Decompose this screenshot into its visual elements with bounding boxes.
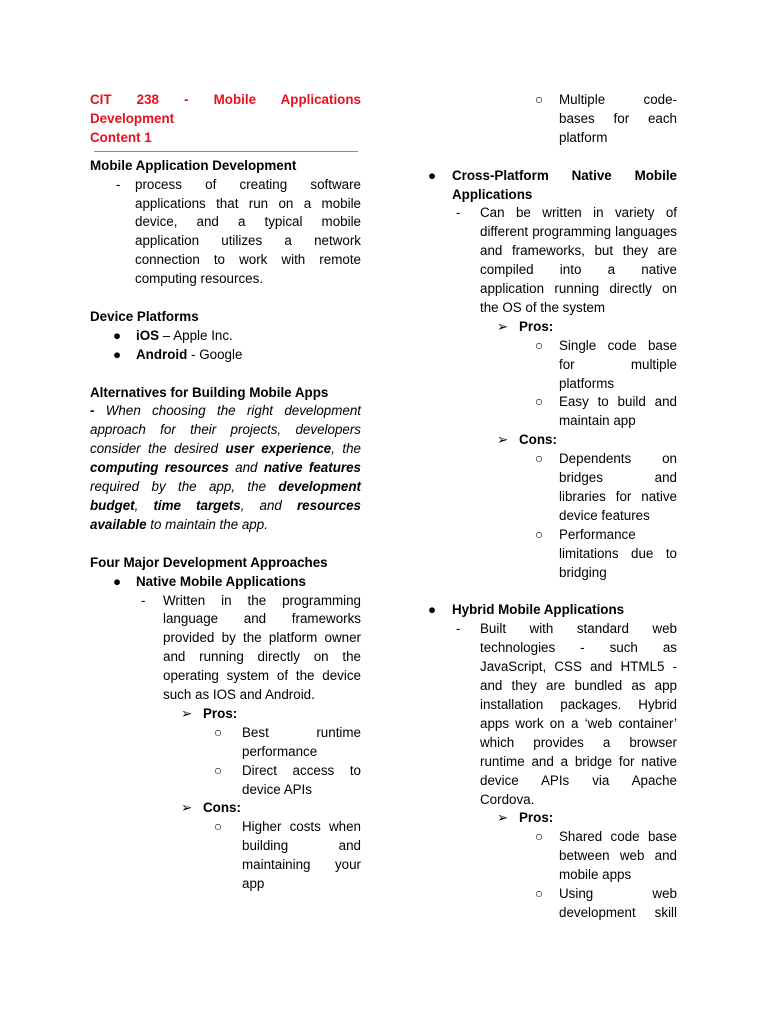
document-title-line-2: Development	[90, 110, 175, 126]
alt-emphasis: resources available	[90, 498, 361, 532]
circle-marker: ○	[535, 526, 544, 542]
pros-label: Pros:	[519, 810, 554, 826]
native-apps-item	[90, 573, 361, 592]
platform-vendor: - Google	[187, 346, 243, 362]
alt-emphasis: time targets	[153, 498, 241, 513]
cross-con-item	[406, 450, 677, 526]
platform-item-ios	[90, 327, 361, 346]
right-column	[406, 91, 677, 923]
cross-platform-desc	[406, 204, 677, 317]
mad-definition-text: process of creating software applications that run on a mobile device, and a typical mobile application utilizes a network connection to work with remote computing resources.	[135, 176, 361, 287]
circle-marker: ○	[535, 451, 544, 467]
four-approaches-heading: Four Major Development Approaches	[90, 554, 328, 570]
platform-name: iOS	[136, 327, 160, 343]
circle-marker: ○	[214, 762, 223, 778]
con-text: Dependents on bridges and libraries for native device features	[559, 451, 677, 523]
dash-marker: -	[141, 592, 146, 608]
cross-platform-title: Cross-Platform Native Mobile Applications	[452, 167, 677, 202]
circle-marker: ○	[535, 886, 544, 902]
cross-pro-item	[406, 393, 677, 431]
alt-text: , the	[331, 441, 362, 457]
alt-emphasis: native features	[263, 460, 361, 476]
hybrid-pro-item	[406, 885, 677, 923]
alt-emphasis: development budget	[90, 479, 361, 513]
pros-label: Pros:	[519, 318, 554, 334]
native-pro-item	[90, 724, 361, 762]
cross-cons	[406, 431, 677, 450]
hybrid-pro-item	[406, 828, 677, 885]
cross-platform-item	[406, 167, 677, 205]
title-divider	[94, 151, 358, 152]
platform-name: Android	[136, 346, 188, 362]
native-pro-item	[90, 762, 361, 800]
cross-pros	[406, 318, 677, 337]
mad-definition	[90, 176, 361, 289]
pro-text: Using web development skill	[559, 886, 677, 920]
hybrid-desc	[406, 620, 677, 809]
mad-heading: Mobile Application Development	[90, 157, 297, 173]
alt-dash: -	[90, 403, 95, 419]
bullet-marker: ●	[113, 346, 122, 362]
alt-text: to maintain the app.	[146, 516, 268, 532]
hybrid-title: Hybrid Mobile Applications	[452, 602, 625, 618]
native-apps-desc	[90, 592, 361, 705]
document-title-line-1: CIT 238 - Mobile Applications	[90, 92, 361, 107]
native-pros	[90, 705, 361, 724]
hybrid-desc-text: Built with standard web technologies - such as JavaScript, CSS and HTML5 - and they are bundled as app installation packages. Hybrid apps work on a ‘web container’ which provides a browser runtime and a bridge for native device APIs via Apache Cordova.	[480, 621, 677, 807]
arrow-marker: ➢	[181, 800, 193, 816]
bullet-marker: ●	[113, 327, 122, 343]
platforms-heading: Device Platforms	[90, 308, 199, 324]
pro-text: Single code base for multiple platforms	[559, 337, 677, 391]
platform-vendor: – Apple Inc.	[159, 327, 233, 343]
native-apps-title: Native Mobile Applications	[136, 573, 306, 589]
cross-pro-item	[406, 337, 677, 394]
alt-text: When choosing the right development approach for their projects, developers consider the desired	[90, 403, 361, 457]
circle-marker: ○	[214, 724, 223, 740]
circle-marker: ○	[214, 819, 223, 835]
bullet-marker: ●	[113, 573, 122, 589]
pro-text: Shared code base between web and mobile apps	[559, 829, 677, 883]
arrow-marker: ➢	[497, 810, 509, 826]
alternatives-heading: Alternatives for Building Mobile Apps	[90, 384, 329, 400]
native-apps-desc-text: Written in the programming language and frameworks provided by the platform owner and running directly on the operating system of the device such as IOS and Android.	[163, 592, 361, 703]
con-text: Multiple code-bases for each platform	[559, 92, 677, 145]
dash-marker: -	[116, 176, 121, 192]
circle-marker: ○	[535, 92, 544, 107]
bullet-marker: ●	[428, 167, 437, 183]
cross-con-item	[406, 526, 677, 583]
circle-marker: ○	[535, 394, 544, 410]
document-subtitle: Content 1	[90, 129, 152, 145]
platform-item-android	[90, 346, 361, 365]
hybrid-pros	[406, 809, 677, 828]
native-cons	[90, 799, 361, 818]
native-con-item-continued	[406, 91, 677, 148]
alt-text: , and	[240, 498, 297, 513]
alt-emphasis: user experience	[225, 441, 332, 457]
hybrid-item	[406, 601, 677, 620]
left-column	[90, 91, 361, 894]
cons-label: Cons:	[203, 800, 241, 816]
alt-text: required by the app, the	[90, 479, 279, 495]
arrow-marker: ➢	[497, 318, 509, 334]
circle-marker: ○	[535, 337, 544, 353]
con-text: Higher costs when building and maintaining your app	[242, 819, 361, 892]
native-con-item	[90, 818, 361, 894]
alternatives-paragraph	[90, 402, 361, 534]
arrow-marker: ➢	[497, 432, 509, 448]
pros-label: Pros:	[203, 705, 238, 721]
cons-label: Cons:	[519, 432, 557, 448]
dash-marker: -	[456, 621, 461, 637]
cross-platform-desc-text: Can be written in variety of different programming languages and frameworks, but they are compiled into a native application running directly on the OS of the system	[480, 205, 677, 315]
circle-marker: ○	[535, 829, 544, 845]
alt-text: and	[228, 460, 264, 476]
con-text: Performance limitations due to bridging	[559, 526, 677, 580]
alt-text: ,	[134, 498, 154, 513]
pro-text: Easy to build and maintain app	[559, 394, 677, 429]
pro-text: Direct access to device APIs	[242, 762, 361, 797]
dash-marker: -	[456, 205, 461, 221]
alt-emphasis: computing resources	[90, 460, 229, 476]
arrow-marker: ➢	[181, 705, 193, 721]
pro-text: Best runtime performance	[242, 724, 361, 759]
bullet-marker: ●	[428, 602, 437, 618]
